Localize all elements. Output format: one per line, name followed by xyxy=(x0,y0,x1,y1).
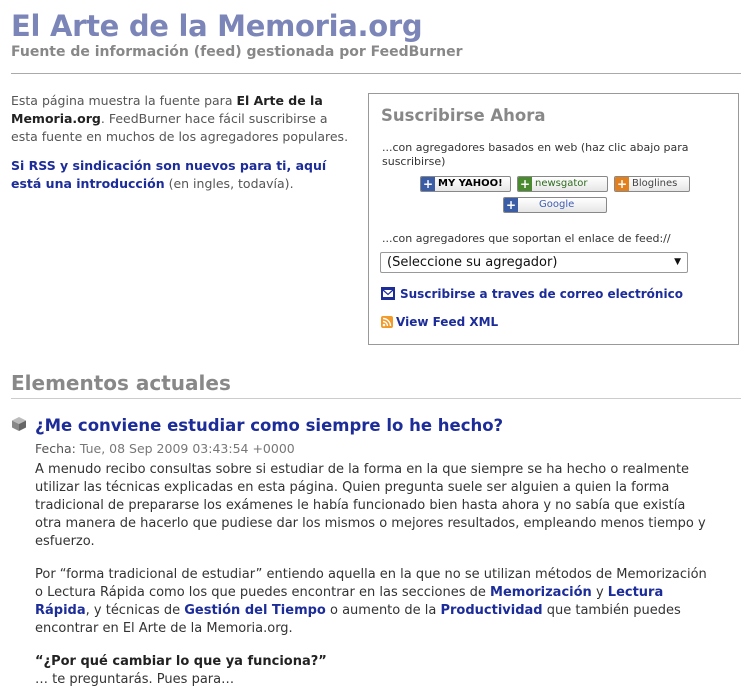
post-date xyxy=(35,441,295,456)
subscribe-box xyxy=(368,93,739,345)
section-divider xyxy=(11,398,741,399)
google-label: Google xyxy=(539,199,575,210)
site-subtitle: Fuente de información (feed) gestionada por FeedBurner xyxy=(11,44,463,60)
post-paragraph: A menudo recibo consultas sobre si estudiar de la forma en la que siempre se ha hecho o realmente utilizar las técnicas explicadas en esta página. Quien pregunta suele ser alguien a quien la forma tradicional de prepararse los exámenes le había funcionado bien hasta ahora y no sabía que existía otra manera de hacerlo que pudiese dar los mismos o mejores resultados, empleando menos tiempo y esfuerzo. xyxy=(35,462,706,549)
email-subscribe-link[interactable] xyxy=(381,287,683,301)
post-text: , y técnicas de xyxy=(85,603,185,618)
myyahoo-label: MY YAHOO! xyxy=(438,178,503,189)
subscribe-heading: Suscribirse Ahora xyxy=(381,106,546,125)
dropdown-arrow-icon: ▼ xyxy=(674,257,681,267)
aggregator-select-value: (Seleccione su agregador) xyxy=(387,255,558,270)
plus-icon: + xyxy=(505,198,517,212)
email-subscribe-label: Suscribirse a traves de correo electrónico xyxy=(400,287,683,301)
email-icon xyxy=(381,287,395,300)
post-date-value: Tue, 08 Sep 2009 03:43:54 +0000 xyxy=(75,441,295,456)
memorizacion-link[interactable]: Memorización xyxy=(490,585,592,600)
feed-protocol-hint: ...con agregadores que soportan el enlace de feed:// xyxy=(382,232,671,245)
rss-icon xyxy=(381,316,393,328)
post-paragraph xyxy=(35,653,715,689)
post-question: “¿Por qué cambiar lo que ya funciona?” xyxy=(35,654,327,669)
post-text: o aumento de la xyxy=(325,603,441,618)
post-text: Por “forma tradicional de estudiar” entiendo aquella en la que no se utilizan métodos de Memorización o Lectura Rápida como los que puedes encontrar en las secciones de xyxy=(35,567,707,600)
post-text: … te preguntarás. Pues para… xyxy=(35,672,235,687)
intro-text-part: . FeedBurner hace fácil suscribirse a esta fuente en muchos de los agregadores populares. xyxy=(11,111,349,144)
feed-name: El Arte de la Memoria.org xyxy=(11,93,323,126)
post-text: y xyxy=(591,585,608,600)
post-text: que también puedes encontrar en El Arte de la Memoria.org. xyxy=(35,603,681,636)
rss-intro-link[interactable]: Si RSS y sindicación son nuevos para ti, aquí está una introducción xyxy=(11,158,327,191)
google-button[interactable] xyxy=(503,197,607,213)
plus-icon: + xyxy=(422,177,434,191)
site-title: El Arte de la Memoria.org xyxy=(11,9,423,43)
bloglines-button[interactable] xyxy=(614,176,690,192)
cube-icon xyxy=(11,416,27,436)
plus-icon: + xyxy=(519,177,531,191)
header-divider xyxy=(11,73,741,74)
post-date-label: Fecha: xyxy=(35,441,76,456)
section-title: Elementos actuales xyxy=(11,371,231,395)
productividad-link[interactable]: Productividad xyxy=(440,603,543,618)
post-title-link[interactable]: ¿Me conviene estudiar como siempre lo he hecho? xyxy=(35,416,504,435)
bloglines-label: Bloglines xyxy=(632,178,678,189)
intro-text xyxy=(11,92,356,204)
web-aggregators-hint: ...con agregadores basados en web (haz clic abajo para suscribirse) xyxy=(382,141,689,168)
post-paragraph xyxy=(35,566,715,638)
gestion-tiempo-link[interactable]: Gestión del Tiempo xyxy=(184,603,326,618)
rss-intro-suffix: (en ingles, todavía). xyxy=(164,176,294,191)
lectura-rapida-link[interactable]: Lectura Rápida xyxy=(35,585,664,618)
aggregator-select[interactable] xyxy=(380,252,688,273)
newsgator-button[interactable] xyxy=(517,176,608,192)
view-xml-link[interactable] xyxy=(381,315,498,329)
intro-text-part: Esta página muestra la fuente para xyxy=(11,93,237,108)
view-xml-label: View Feed XML xyxy=(396,315,499,329)
myyahoo-button[interactable] xyxy=(420,176,511,192)
post-body xyxy=(35,461,715,689)
newsgator-label: newsgator xyxy=(535,178,588,189)
plus-icon: + xyxy=(616,177,628,191)
